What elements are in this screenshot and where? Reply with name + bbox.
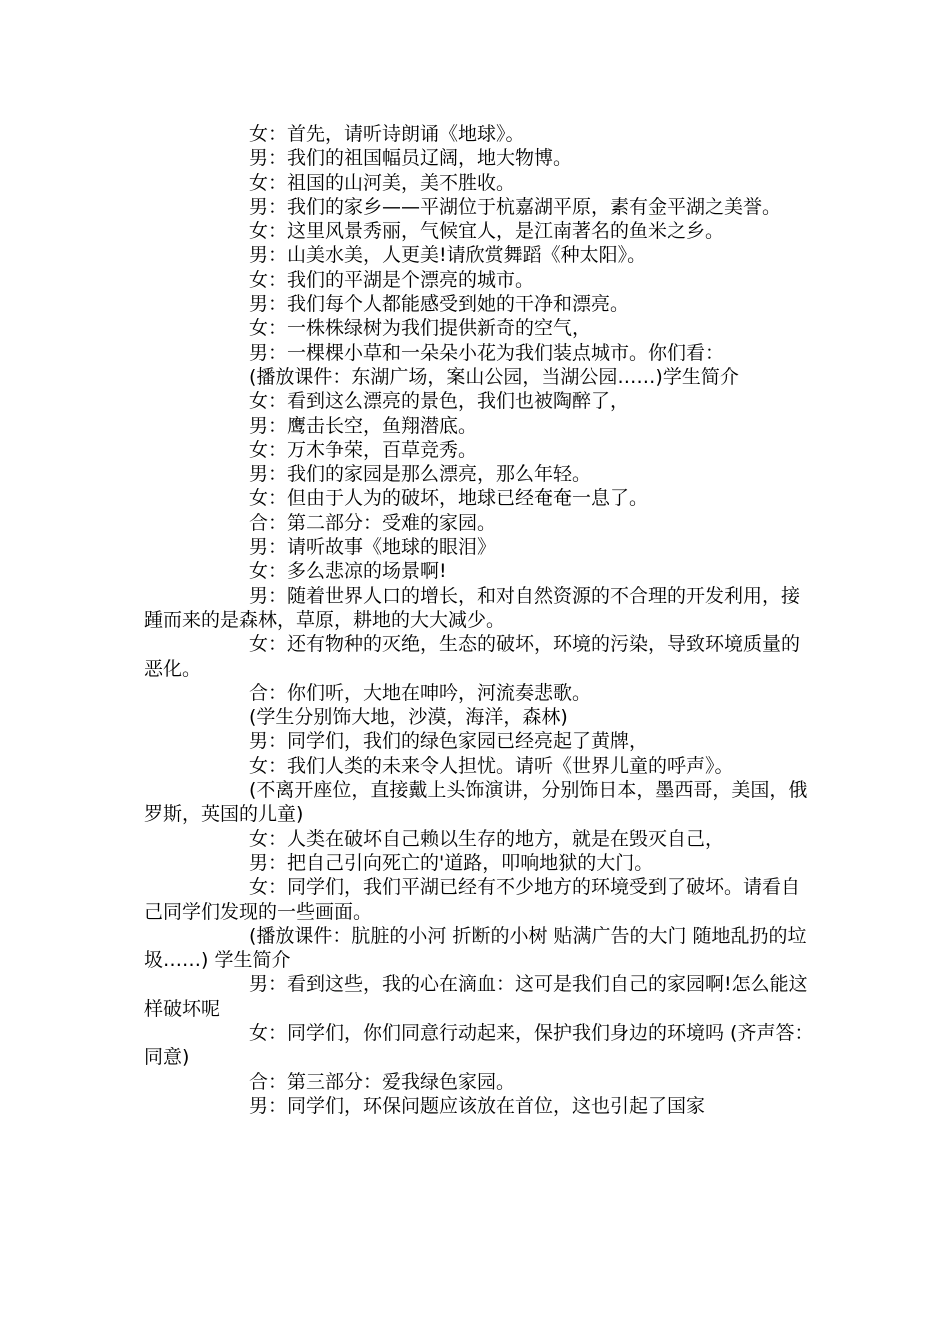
dialogue-line: 男：鹰击长空，鱼翔潜底。 <box>249 414 478 437</box>
dialogue-line: 女：还有物种的灭绝，生态的破坏，环境的污染，导致环境质量的恶化。 <box>144 633 801 680</box>
dialogue-line: 男：随着世界人口的增长，和对自然资源的不合理的开发利用，接踵而来的是森林，草原，耕地的大大减少。 <box>144 584 801 631</box>
dialogue-line: 女：一株株绿树为我们提供新奇的空气， <box>249 317 592 340</box>
dialogue-line: 女：祖国的山河美，美不胜收。 <box>249 171 516 194</box>
dialogue-line: 男：同学们，环保问题应该放在首位，这也引起了国家 <box>249 1094 706 1117</box>
dialogue-line: 女：多么悲凉的场景啊! <box>249 560 447 583</box>
dialogue-line: 女：我们的平湖是个漂亮的城市。 <box>249 268 535 291</box>
dialogue-line: 男：一棵棵小草和一朵朵小花为我们装点城市。你们看： <box>249 341 725 364</box>
section-heading-line: 合：第二部分：受难的家园。 <box>249 511 497 534</box>
stage-direction: (不离开座位，直接戴上头饰演讲，分别饰日本，墨西哥，美国，俄罗斯，英国的儿童) <box>144 779 808 826</box>
dialogue-line: 男：我们的家园是那么漂亮，那么年轻。 <box>249 463 592 486</box>
dialogue-line: 女：我们人类的未来令人担忧。请听《世界儿童的呼声》。 <box>249 754 734 777</box>
dialogue-line: 男：我们的家乡——平湖位于杭嘉湖平原，素有金平湖之美誉。 <box>249 195 782 218</box>
dialogue-line: 女：万木争荣，百草竞秀。 <box>249 438 478 461</box>
dialogue-line: 女：但由于人为的破坏，地球已经奄奄一息了。 <box>249 487 649 510</box>
stage-direction: (播放课件：东湖广场，案山公园，当湖公园……)学生简介 <box>249 365 739 388</box>
dialogue-line: 男：我们每个人都能感受到她的干净和漂亮。 <box>249 293 630 316</box>
dialogue-line: 合：你们听，大地在呻吟，河流奏悲歌。 <box>249 681 592 704</box>
stage-direction: (播放课件：肮脏的小河 折断的小树 贴满广告的大门 随地乱扔的垃圾……) 学生简介 <box>144 924 807 972</box>
section-heading-line: 合：第三部分：爱我绿色家园。 <box>249 1070 516 1093</box>
dialogue-line: 男：同学们，我们的绿色家园已经亮起了黄牌， <box>249 730 649 753</box>
dialogue-line: 男：看到这些，我的心在滴血：这可是我们自己的家园啊!怎么能这样破坏呢 <box>144 973 808 1020</box>
dialogue-line: 男：山美水美，人更美!请欣赏舞蹈《种太阳》。 <box>249 244 647 267</box>
script-text <box>144 122 816 1118</box>
dialogue-line: 男：我们的祖国幅员辽阔，地大物博。 <box>249 147 573 170</box>
dialogue-line: 女：人类在破坏自己赖以生存的地方，就是在毁灭自己， <box>249 827 725 850</box>
dialogue-line: 女：看到这么漂亮的景色，我们也被陶醉了， <box>249 390 630 413</box>
dialogue-line: 女：同学们，我们平湖已经有不少地方的环境受到了破坏。请看自己同学们发现的一些画面。 <box>144 876 801 923</box>
dialogue-line: 男：请听故事《地球的眼泪》 <box>249 536 497 559</box>
stage-direction: (学生分别饰大地，沙漠，海洋，森林) <box>249 706 568 729</box>
dialogue-line: 女：同学们，你们同意行动起来，保护我们身边的环境吗 (齐声答：同意) <box>144 1021 814 1069</box>
dialogue-line: 男：把自己引向死亡的'道路，叩响地狱的大门。 <box>249 851 654 874</box>
dialogue-line: 女：首先，请听诗朗诵《地球》。 <box>249 123 525 145</box>
dialogue-line: 女：这里风景秀丽，气候宜人，是江南著名的鱼米之乡。 <box>249 220 725 243</box>
